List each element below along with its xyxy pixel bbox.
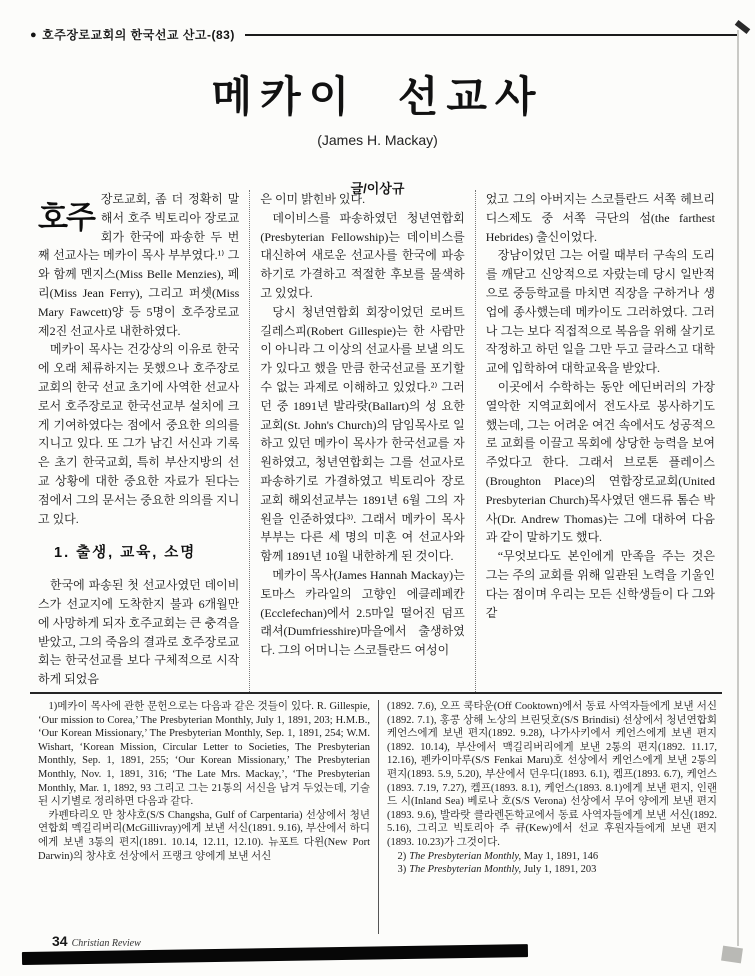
footnote-divider xyxy=(378,700,379,934)
paragraph: 메카이 목사는 건강상의 이유로 한국에 오래 체류하지는 못했으나 호주장로교회의 한국 선교 초기에 사역한 선교사로서 호주장로교 한국선교부 설치에 크게 기여하였다는 점에서 중요한 의의를 지니고 있다. 또 그가 남긴 서신과 기록은 초기 한국교회, 특히 부산지방의 선교 상황에 대한 중요한 자료가 된다는 점에서 그의 문서는 중요한 의의를 지니고 있다. xyxy=(38,342,240,526)
paragraph: 데이비스를 파송하였던 청년연합회(Presbyterian Fellowship)는 데이비스를 대신하여 새로운 선교사를 한국에 파송하기로 가결하고 적절한 후보를 물색하고 있었다. xyxy=(260,210,465,300)
paragraph: 메카이 목사(James Hannah Mackay)는 토마스 카라일의 고향인 에클레페칸(Ecclefechan)에서 2.5마일 떨어진 덤프래셔(Dumfriesshire)마을에서 출생하였다. 그의 어머니는 스코틀란드 여성이 xyxy=(260,567,465,658)
footnote-1-continued: 카펜타리오 만 창샤호(S/S Changsha, Gulf of Carpentaria) 선상에서 청년연합회 멕길리버리(McGillivray)에게 보낸 서신(1891. 9.16), 부산에서 하디에게 보낸 3통의 편지(1891. 10.14, 12.11, 12.10). 뉴포트 다윈(New Port Darwin)의 창샤호 선상에서 프랭크 양에게 보낸 서신 xyxy=(38,809,370,862)
body-column-3 xyxy=(486,190,715,692)
section-heading: 1. 출생, 교육, 소명 xyxy=(54,545,197,562)
paragraph: 이곳에서 수학하는 동안 에딘버러의 가장 열악한 지역교회에서 전도사로 봉사하기도 했는데, 그는 어려운 여건 속에서도 성공적으로 교회를 이끌고 목회에 상당한 능력을 보여 주었다고 한다. 그래서 브로톤 플레이스(Broughton Place)의 연합장로교회(United Presbyterian Church)목사였던 앤드류 톰슨 박사(Dr. Andrew Thomas)는 그에 대하여 다음과 같이 말하기도 했다. xyxy=(485,379,715,545)
journal-title: The Presbyterian Monthly, xyxy=(409,850,522,862)
journal-title: The Presbyterian Monthly, xyxy=(409,864,522,876)
series-title: 호주장로교회의 한국선교 산고-(83) xyxy=(42,28,235,42)
paragraph: 었고 그의 아버지는 스코틀란드 서쪽 헤브리디스제도 중 서쪽 극단의 섬(the farthest Hebrides) 출신이었다. xyxy=(485,192,715,244)
footnote-2 xyxy=(387,850,717,864)
paragraph: “무엇보다도 본인에게 만족을 주는 것은 그는 주의 교회를 위해 일관된 노력을 기울인다는 점이며 우리는 모든 신학생들이 다 그와같 xyxy=(485,549,715,620)
footnote-number: 2) xyxy=(397,850,407,862)
article-body xyxy=(38,190,715,692)
column-divider-dotted xyxy=(249,190,250,692)
body-column-2 xyxy=(260,190,464,692)
footnote-3 xyxy=(387,863,717,877)
dropcap: 호주 xyxy=(38,200,94,235)
footnote-1: 1)메카이 목사에 관한 문헌으로는 다음과 같은 것들이 있다. R. Gillespie, ‘Our mission to Corea,’ The Presbyterian Monthly, July 1, 1891, 203; H.M.B., ‘Our Korean Missionary,’ The Presbyterian Monthly, Sep. 1, 1891, 254; W.M. Wishart, ‘Korean Mission, Circular Letter to Societies, The Presbyterian Monthly, Sep. 1, 1891, 255; ‘Our Korean Missionary,’ The Presbyterian Monthly, Nov. 1, 1891, 316; ‘The Late Mrs. Mackay,’, ‘The Presbyterian Monthly, Mar. 1, 1892, 93 그리고 그는 21통의 서신을 남겨 두었는데, 기술된 시기별로 정리하면 다음과 같다. xyxy=(38,701,370,808)
paragraph-text: 장로교회, 좀 더 정확히 말해서 호주 빅토리아 장로교회가 한국에 파송한 두 번째 선교사는 메카이 목사 부부였다.¹⁾ 그와 함께 멘지스(Miss Belle Menzies), 페리(Miss Jean Ferry), 그리고 퍼셋(Miss Mary Fawcett)양 등 5명이 호주장로교 제2진 선교사로 내한하였다. xyxy=(38,192,240,338)
journal-name: Christian Review xyxy=(71,938,141,949)
body-column-1 xyxy=(38,190,239,692)
byline: 글/이상규 xyxy=(350,181,405,196)
article-title: 메카이 선교사 xyxy=(211,75,544,121)
paragraph: 당시 청년연합회 회장이었던 로버트 길레스피(Robert Gillespie)는 한 사람만이 아니라 그 이상의 선교사를 보낼 의도가 있다고 했을 만큼 한국선교를 포기할 수 없는 과제로 이해하고 있었다.²⁾ 그러던 중 1891년 발라랏(Ballart)의 성 요한교회(St. John's Church)의 담임목사로 일하고 있던 메카이 목사가 한국선교를 자원하였고, 청년연합회는 그를 선교사로 파송하기로 가결하였고 빅토리아 장로교회 해외선교부는 1891년 6월 그의 자원을 인준하였다³⁾. 그래서 메카이 목사 부부는 다른 세 명의 미혼 여 선교사와 함께 1891년 10월 내한하게 된 것이다. xyxy=(260,304,465,564)
page-number: 34 xyxy=(52,933,68,949)
paragraph xyxy=(38,190,239,340)
footnote-citation: May 1, 1891, 146 xyxy=(521,850,599,862)
header-rule xyxy=(245,34,739,36)
article-subtitle: (James H. Mackay) xyxy=(317,132,438,148)
bullet-icon: ● xyxy=(30,28,38,41)
column-divider-dotted xyxy=(475,190,476,692)
paragraph: 은 이미 밝힌바 있다. xyxy=(260,192,366,206)
paragraph: 한국에 파송된 첫 선교사였던 데이비스가 선교지에 도착한지 불과 6개월만에 사망하게 되자 호주교회는 큰 충격을 받았고, 그의 죽음의 결과로 호주장로교회는 한국선교를 보다 구체적으로 시작하게 되었음 xyxy=(38,578,240,687)
page-header xyxy=(30,26,739,43)
footnote-1-continued: (1892. 7.6), 오프 쿡타운(Off Cooktown)에서 동료 사역자들에게 보낸 서신(1892. 7.1), 홍콩 상해 노상의 브린딧호(S/S Brindisi) 선상에서 청년연합회 케언스에게 보낸 편지(1892. 9.28), 나가사키에서 케언스에게 보낸 편지(1892. 10.14), 부산에서 맥길리버리에게 보낸 2통의 편지(1892. 11.17, 12.16), 펜카이마루(S/S Fenkai Maru)호 선상에서 케언스에게 보낸 2통의 편지(1893. 5.9, 5.20), 부산에서 던우디(1893. 6.1), 켐프(1893. 6.7), 케언스(1893. 7.19, 7.27), 켐프(1893. 8.1), 케언스(1893. 8.1)에게 보낸 편지, 인랜드 시(Inland Sea) 베로나 호(S/S Verona) 선상에서 무어 양에게 보낸 편지(1893. 9.6), 발라랏 클라렌돈학교에서 동료 사역자들에게 보낸 서신(1892. 5.16), 그리고 빅토리아 주 큐(Kew)에서 선교 후원자들에게 보낸 편지(1893. 10.23)가 그것이다. xyxy=(387,701,717,848)
footnote-column-left xyxy=(38,700,370,934)
footnote-citation: July 1, 1891, 203 xyxy=(521,864,597,876)
scan-smudge xyxy=(721,946,743,964)
page-footer xyxy=(52,933,141,949)
paragraph: 장남이었던 그는 어릴 때부터 구속의 도리를 깨닫고 신앙적으로 자랐는데 당시 일반적으로 중등학교를 마치면 직장을 구하거나 생업에 종사했는데 메카이도 그러하였다. 그러나 그는 보다 직접적으로 복음을 위해 살기로 작정하고 하던 일을 그만 두고 글라스고 대학교에 입학하여 대학교육을 받았다. xyxy=(485,248,715,376)
title-block xyxy=(0,64,755,197)
scan-edge-line xyxy=(737,30,739,946)
footnote-column-right xyxy=(387,700,717,934)
footnotes xyxy=(38,700,718,934)
footnote-number: 3) xyxy=(397,864,407,876)
footnote-rule xyxy=(30,692,722,694)
